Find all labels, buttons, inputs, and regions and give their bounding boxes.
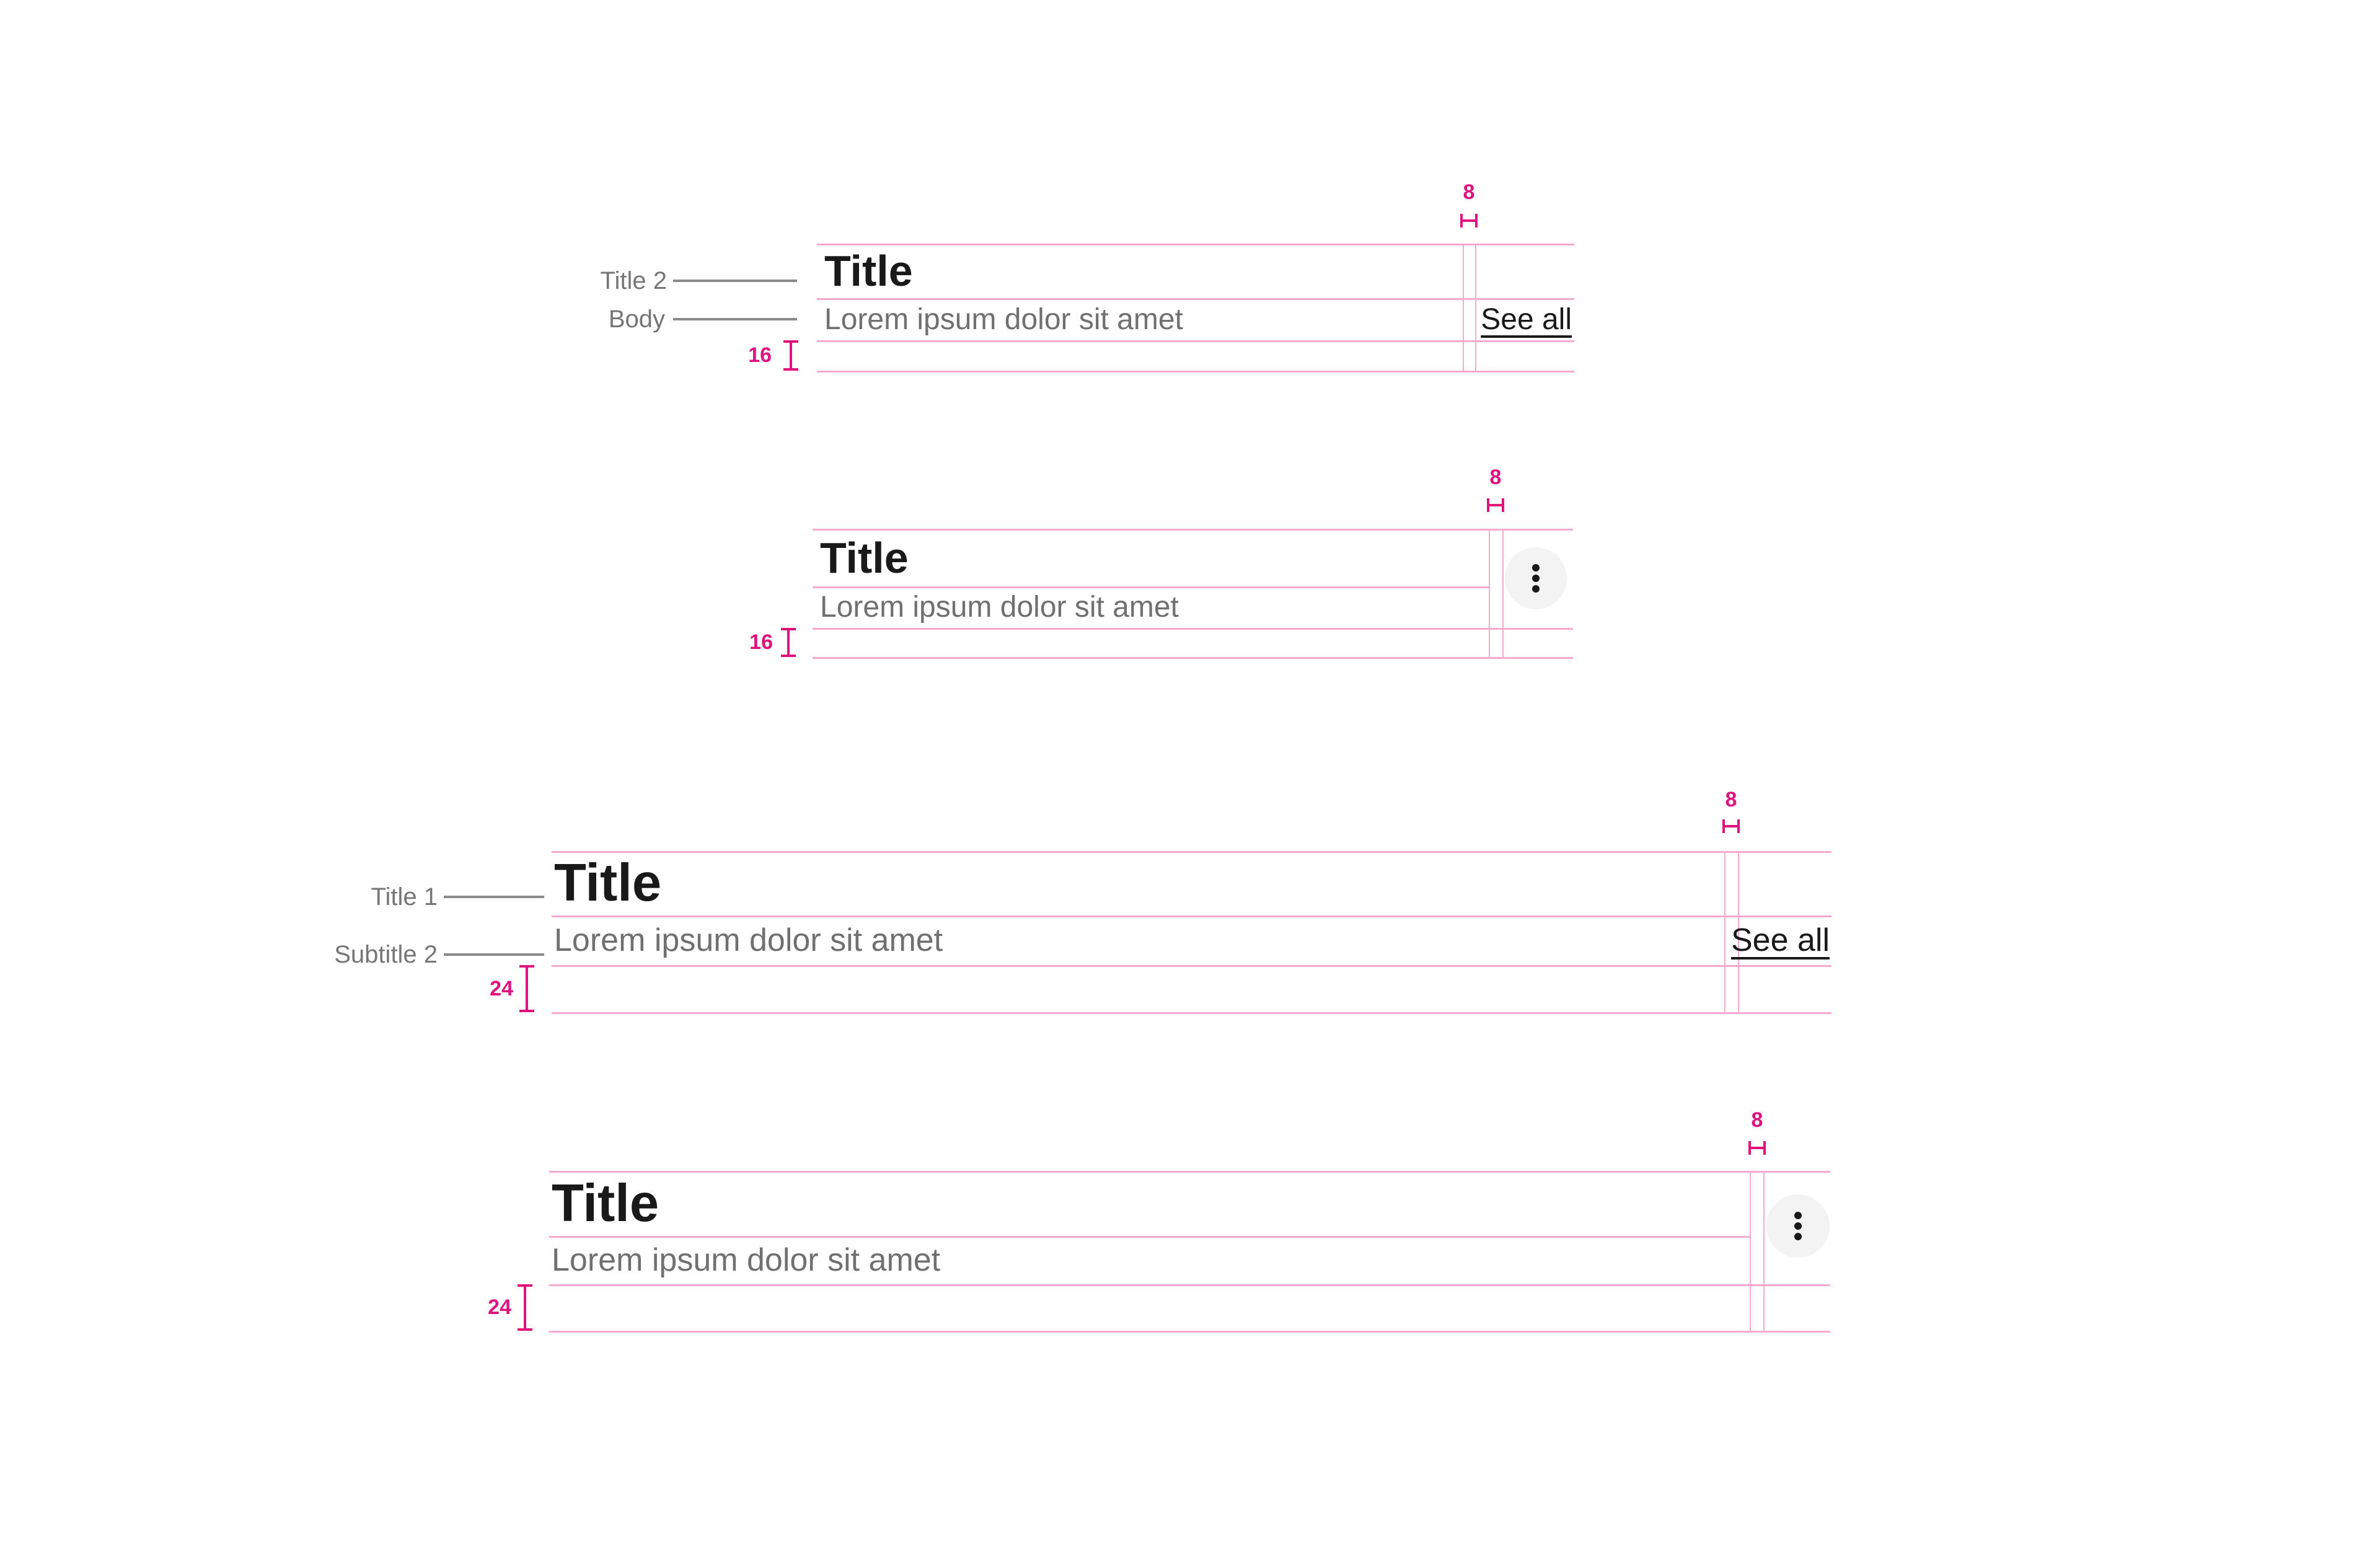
label-connector-line (444, 953, 544, 956)
redline-guide-below-body (813, 628, 1573, 630)
redline-guide-gap-left (1463, 244, 1464, 373)
kebab-dot (1794, 1233, 1802, 1240)
bottom-spacing-value: 16 (748, 343, 772, 367)
redline-guide-top (549, 1171, 1830, 1173)
see-all-link[interactable]: See all (1481, 302, 1572, 336)
redline-guide-bottom (813, 657, 1573, 659)
vertical-measure-icon (519, 965, 534, 1012)
label-connector-line (673, 280, 797, 282)
section-title: Title (552, 1173, 659, 1233)
vertical-measure-icon (518, 1284, 532, 1331)
bottom-spacing-value: 24 (490, 976, 513, 1000)
horizontal-measure-icon (1487, 498, 1504, 512)
kebab-dot (1794, 1212, 1802, 1219)
redline-guide-top (817, 244, 1574, 245)
label-connector-line (673, 318, 797, 320)
kebab-menu-icon (1794, 1212, 1802, 1240)
section-body: Lorem ipsum dolor sit amet (824, 302, 1183, 336)
redline-guide-bottom (552, 1012, 1831, 1014)
type-label-subtitle-2: Subtitle 2 (334, 940, 438, 968)
section-body: Lorem ipsum dolor sit amet (554, 922, 943, 958)
redline-guide-below-body (549, 1284, 1830, 1286)
redline-guide-below-body (817, 340, 1574, 342)
kebab-dot (1532, 564, 1540, 571)
redline-guide-gap-right (1475, 244, 1476, 373)
redline-guide-gap-right (1502, 529, 1504, 659)
overflow-menu-button[interactable] (1505, 547, 1567, 609)
gap-spacing-value: 8 (1725, 787, 1737, 811)
redline-guide-top (552, 851, 1831, 853)
kebab-dot (1794, 1222, 1802, 1230)
type-label-title-1: Title 1 (371, 883, 438, 911)
redline-guide-top (813, 529, 1573, 531)
bottom-spacing-value: 24 (488, 1295, 511, 1319)
gap-spacing-value: 8 (1489, 465, 1502, 489)
vertical-measure-icon (783, 340, 798, 371)
horizontal-measure-icon (1722, 819, 1740, 833)
redline-guide-gap-left (1724, 851, 1726, 1014)
type-label-body: Body (608, 305, 665, 333)
kebab-menu-icon (1532, 564, 1540, 593)
redline-guide-gap-left (1489, 529, 1490, 659)
redline-guide-gap-left (1750, 1171, 1751, 1333)
section-title: Title (554, 854, 662, 912)
type-label-title-2: Title 2 (600, 267, 667, 294)
label-connector-line (444, 896, 544, 898)
vertical-measure-icon (781, 628, 796, 657)
section-title: Title (824, 247, 913, 295)
redline-guide-bottom (817, 371, 1574, 373)
section-body: Lorem ipsum dolor sit amet (820, 591, 1179, 624)
section-title: Title (820, 533, 909, 582)
redline-guide-below-body (552, 965, 1831, 967)
gap-spacing-value: 8 (1751, 1108, 1763, 1132)
gap-spacing-value: 8 (1463, 180, 1475, 204)
section-body: Lorem ipsum dolor sit amet (552, 1242, 941, 1278)
overflow-menu-button[interactable] (1766, 1194, 1830, 1258)
horizontal-measure-icon (1748, 1141, 1766, 1155)
kebab-dot (1532, 585, 1540, 593)
kebab-dot (1532, 575, 1540, 582)
horizontal-measure-icon (1460, 214, 1478, 227)
redline-guide-bottom (549, 1331, 1830, 1333)
see-all-link[interactable]: See all (1731, 922, 1830, 958)
redline-guide-gap-right (1763, 1171, 1765, 1333)
bottom-spacing-value: 16 (749, 630, 773, 654)
